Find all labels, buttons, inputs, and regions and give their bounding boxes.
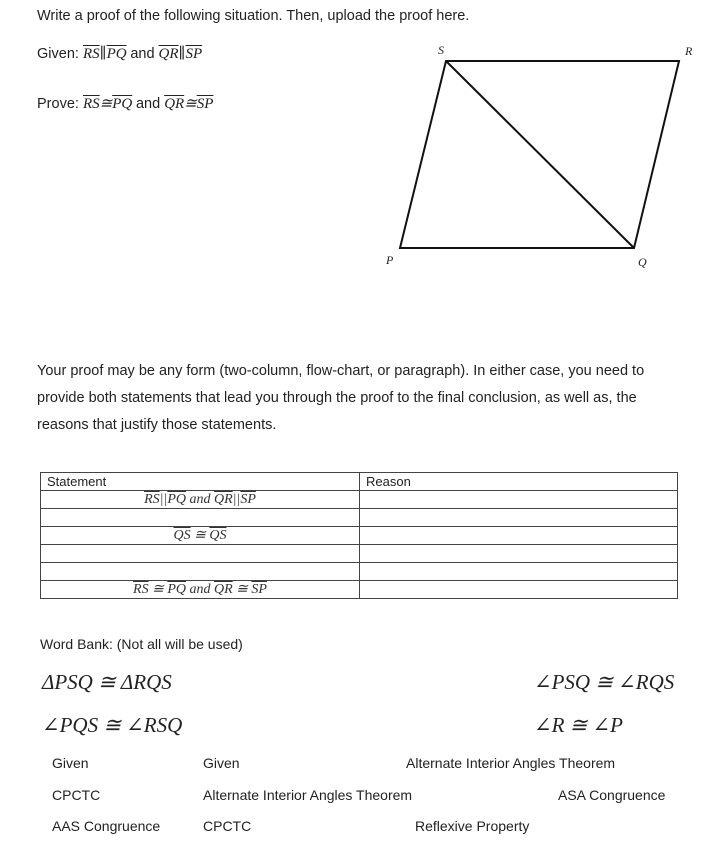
table-row bbox=[41, 545, 678, 563]
seg-pq: $\overline{PQ}$ bbox=[167, 491, 186, 507]
word-bank-title: Word Bank: (Not all will be used) bbox=[40, 636, 243, 652]
seg-qs: $\overline{QS}$ bbox=[173, 528, 191, 543]
prove-seg-qr: $\overline{QR}$ bbox=[164, 96, 185, 112]
given-seg-pq: $\overline{PQ}$ bbox=[106, 46, 127, 62]
congruent-symbol: ≅ bbox=[99, 96, 113, 112]
proof-table bbox=[40, 472, 678, 599]
table-row bbox=[41, 527, 678, 545]
word-bank-asa-congruence[interactable]: ASA Congruence bbox=[558, 787, 666, 803]
word-bank-given[interactable]: Given bbox=[52, 755, 89, 771]
word-bank-alt-interior-angles[interactable]: Alternate Interior Angles Theorem bbox=[406, 755, 616, 771]
parallel-symbol: ∥ bbox=[99, 46, 107, 62]
statement-cell[interactable] bbox=[41, 563, 360, 581]
table-header-row bbox=[41, 473, 678, 491]
statement-cell[interactable] bbox=[41, 509, 360, 527]
seg-rs: $\overline{RS}$ bbox=[133, 582, 149, 597]
word-bank-angle-pqs-rsq[interactable]: ∠PQS ≅ ∠RSQ bbox=[42, 713, 183, 737]
seg-rs: $\overline{RS}$ bbox=[144, 491, 160, 507]
given-seg-rs: $\overline{RS}$ bbox=[82, 46, 100, 62]
instructions-paragraph: Your proof may be any form (two-column, flow-chart, or paragraph). In either case, you need to provide both statements that lead you through the proof to the final conclusion, as well as, the reasons that justify those statements. bbox=[37, 363, 645, 433]
parallel-symbol: || bbox=[232, 491, 241, 507]
reason-cell[interactable] bbox=[360, 545, 678, 563]
given-seg-sp: $\overline{SP}$ bbox=[185, 46, 203, 62]
parallelogram-figure bbox=[380, 40, 700, 270]
word-bank-angle-r-p[interactable]: ∠R ≅ ∠P bbox=[534, 713, 623, 737]
prove-and: and bbox=[135, 96, 161, 112]
reason-cell[interactable] bbox=[360, 563, 678, 581]
word-bank-alt-interior-angles[interactable]: Alternate Interior Angles Theorem bbox=[203, 787, 413, 803]
given-seg-qr: $\overline{QR}$ bbox=[158, 46, 179, 62]
seg-pq: $\overline{PQ}$ bbox=[167, 582, 186, 597]
seg-qs: $\overline{QS}$ bbox=[209, 528, 227, 543]
parallel-symbol: || bbox=[159, 491, 168, 507]
prove-seg-sp: $\overline{SP}$ bbox=[196, 96, 214, 112]
statement-cell[interactable] bbox=[41, 545, 360, 563]
vertex-label-q: Q bbox=[638, 255, 647, 269]
vertex-label-r: R bbox=[685, 44, 693, 58]
statement-cell[interactable] bbox=[41, 527, 360, 545]
given-line bbox=[37, 44, 202, 63]
word-bank-triangle-congruence[interactable]: ΔPSQ ≅ ΔRQS bbox=[42, 670, 172, 694]
seg-sp: $\overline{SP}$ bbox=[240, 491, 256, 507]
given-label: Given: bbox=[37, 46, 79, 62]
table-row bbox=[41, 563, 678, 581]
prove-seg-pq: $\overline{PQ}$ bbox=[112, 96, 133, 112]
table-row bbox=[41, 581, 678, 599]
congruent-symbol: ≅ bbox=[184, 96, 197, 112]
given-and: and bbox=[130, 46, 155, 62]
word-bank-aas-congruence[interactable]: AAS Congruence bbox=[52, 818, 161, 834]
word-bank-angle-psq-rqs[interactable]: ∠PSQ ≅ ∠RQS bbox=[534, 670, 675, 694]
vertex-label-p: P bbox=[386, 253, 394, 267]
reason-cell[interactable] bbox=[360, 527, 678, 545]
and-text: and bbox=[186, 491, 214, 507]
congruent-symbol: ≅ bbox=[148, 582, 168, 597]
reason-cell[interactable] bbox=[360, 581, 678, 599]
and-text: and bbox=[186, 582, 214, 597]
seg-sp: $\overline{SP}$ bbox=[251, 582, 267, 597]
table-row bbox=[41, 491, 678, 509]
congruent-symbol: ≅ bbox=[190, 528, 210, 543]
prove-label: Prove: bbox=[37, 96, 79, 112]
statement-header: Statement bbox=[41, 473, 360, 491]
prove-seg-rs: $\overline{RS}$ bbox=[82, 96, 100, 112]
reason-header: Reason bbox=[360, 473, 678, 491]
table-row bbox=[41, 509, 678, 527]
reason-cell[interactable] bbox=[360, 491, 678, 509]
diagonal-sq bbox=[446, 61, 634, 248]
word-bank-given[interactable]: Given bbox=[203, 755, 240, 771]
word-bank-reflexive-property[interactable]: Reflexive Property bbox=[415, 818, 530, 834]
prove-line bbox=[37, 94, 213, 113]
seg-qr: $\overline{QR}$ bbox=[214, 491, 233, 507]
seg-qr: $\overline{QR}$ bbox=[214, 582, 233, 597]
vertex-label-s: S bbox=[438, 43, 444, 57]
statement-cell[interactable] bbox=[41, 581, 360, 599]
parallel-symbol: ∥ bbox=[178, 46, 186, 62]
statement-cell[interactable] bbox=[41, 491, 360, 509]
reason-cell[interactable] bbox=[360, 509, 678, 527]
congruent-symbol: ≅ bbox=[232, 582, 252, 597]
word-bank-cpctc[interactable]: CPCTC bbox=[203, 818, 252, 834]
word-bank-cpctc[interactable]: CPCTC bbox=[52, 787, 101, 803]
instruction-text: Write a proof of the following situation. Then, upload the proof here. bbox=[37, 8, 470, 24]
